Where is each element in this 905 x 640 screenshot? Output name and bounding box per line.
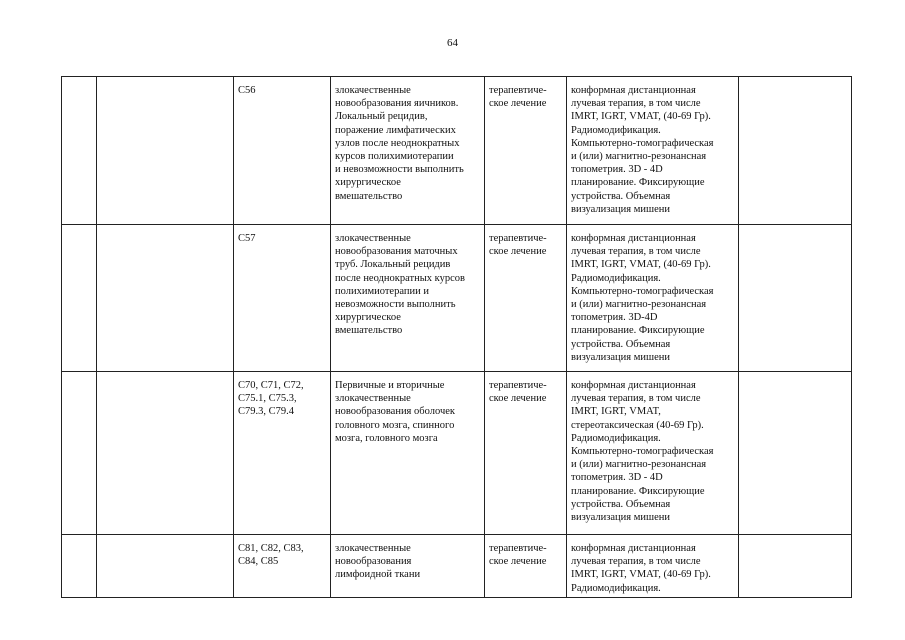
diagnosis-cell: злокачественные новообразования яичников. Локальный рецидив, поражение лимфатических узлов после неоднократных курсов полихимиотерапии и невозможности выполнить хирургическое вмешательство (331, 77, 485, 225)
profile-cell (97, 77, 234, 225)
treatment-type-cell: терапевтиче- ское лечение (485, 372, 567, 535)
diagnosis-cell: злокачественные новообразования лимфоидной ткани (331, 535, 485, 598)
page-number: 64 (447, 37, 458, 49)
diagnosis-cell: Первичные и вторичные злокачественные новообразования оболочек головного мозга, спинного мозга, головного мозга (331, 372, 485, 535)
profile-cell (97, 225, 234, 372)
number-cell (62, 77, 97, 225)
treatment-type-cell: терапевтиче- ское лечение (485, 535, 567, 598)
cost-cell (739, 225, 852, 372)
table-row (62, 535, 852, 598)
cost-cell (739, 372, 852, 535)
icd-codes-cell: C57 (234, 225, 331, 372)
treatment-table (61, 76, 852, 598)
diagnosis-cell: злокачественные новообразования маточных труб. Локальный рецидив после неоднократных курсов полихимиотерапии и невозможности выполнить хирургическое вмешательство (331, 225, 485, 372)
icd-codes-cell: C70, C71, C72, C75.1, C75.3, C79.3, C79.4 (234, 372, 331, 535)
profile-cell (97, 372, 234, 535)
treatment-type-cell: терапевтиче- ское лечение (485, 225, 567, 372)
number-cell (62, 535, 97, 598)
number-cell (62, 225, 97, 372)
number-cell (62, 372, 97, 535)
cost-cell (739, 535, 852, 598)
profile-cell (97, 535, 234, 598)
cost-cell (739, 77, 852, 225)
table-row (62, 225, 852, 372)
treatment-method-cell: конформная дистанционная лучевая терапия, в том числе IMRT, IGRT, VMAT, (40-69 Гр). Радиомодификация. Компьютерно-томографическая и (или) магнитно-резонансная топометрия. 3D - 4D планирование. Фиксирующие устройства. Объемная визуализация мишени (567, 77, 739, 225)
table-row (62, 77, 852, 225)
icd-codes-cell: C81, C82, C83, C84, C85 (234, 535, 331, 598)
treatment-method-cell: конформная дистанционная лучевая терапия, в том числе IMRT, IGRT, VMAT, (40-69 Гр). Радиомодификация. (567, 535, 739, 598)
treatment-method-cell: конформная дистанционная лучевая терапия, в том числе IMRT, IGRT, VMAT, (40-69 Гр). Радиомодификация. Компьютерно-томографическая и (или) магнитно-резонансная топометрия. 3D-4D планирование. Фиксирующие устройства. Объемная визуализация мишени (567, 225, 739, 372)
icd-codes-cell: C56 (234, 77, 331, 225)
treatment-type-cell: терапевтиче- ское лечение (485, 77, 567, 225)
treatment-method-cell: конформная дистанционная лучевая терапия, в том числе IMRT, IGRT, VMAT, стереотаксическая (40-69 Гр). Радиомодификация. Компьютерно-томографическая и (или) магнитно-резонансная топометрия. 3D - 4D планирование. Фиксирующие устройства. Объемная визуализация мишени (567, 372, 739, 535)
table-row (62, 372, 852, 535)
